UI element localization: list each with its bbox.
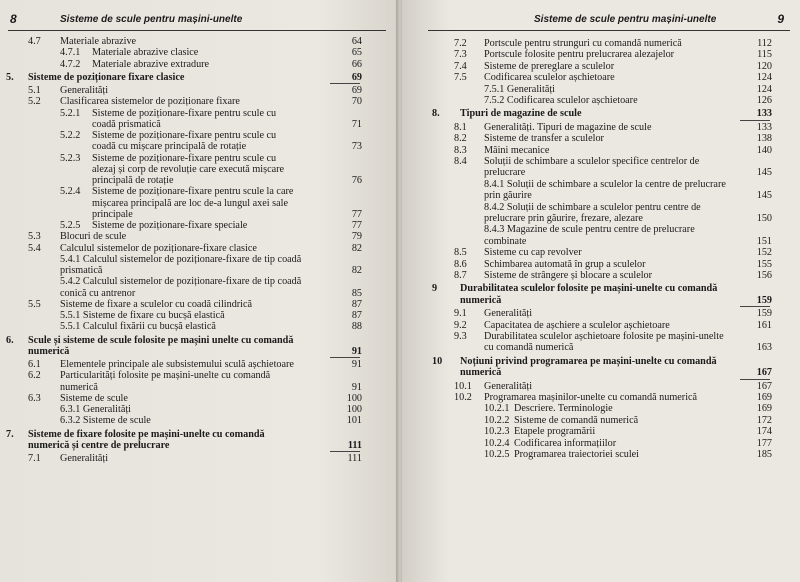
toc-page-number: 65 — [351, 47, 362, 59]
left-page-number: 8 — [10, 12, 17, 26]
toc-entry-title: prelucrare prin găurire, frezare, alezare — [484, 213, 643, 224]
toc-entry-number: 5.2 — [28, 96, 41, 108]
toc-entry-title: Sisteme de fixare folosite pe mașini-unelte cu comandă — [28, 428, 265, 440]
toc-entry-number: 9 — [432, 283, 438, 295]
toc-page-number: 76 — [351, 175, 362, 186]
toc-entry-title: Noțiuni privind programarea pe mașini-unelte cu comandă — [460, 355, 717, 367]
toc-page-number: 140 — [756, 144, 772, 156]
toc-entry-number: 5.2.5 — [60, 220, 81, 231]
toc-entry-title: 6.3.2 Sisteme de scule — [60, 415, 151, 427]
toc-entry-title: Scule și sisteme de scule folosite pe mașini unelte cu comandă — [28, 334, 294, 346]
toc-entry-number: 10.2.4 — [484, 437, 510, 449]
toc-entry-number: 10.2.3 — [484, 426, 510, 438]
toc-entry-title: 6.3.1 Generalități — [60, 404, 132, 415]
toc-page-number: 145 — [756, 190, 772, 202]
toc-entry-title: 5.4.1 Calculul sistemelor de poziționare-fixare de tip coadă — [60, 253, 302, 265]
left-page — [0, 0, 398, 582]
toc-entry-number: 7.4 — [454, 60, 467, 72]
toc-page-number: 177 — [756, 437, 772, 449]
toc-entry-number: 9.2 — [454, 319, 467, 331]
toc-entry-number: 7. — [6, 428, 14, 440]
toc-page-number: 85 — [351, 287, 362, 299]
toc-page-number: 111 — [347, 439, 362, 451]
toc-entry-number: 4.7 — [28, 36, 41, 47]
toc-entry-number: 8.3 — [454, 144, 467, 156]
toc-entry-title: Generalități — [484, 380, 533, 392]
toc-entry-title: Sisteme de prereglare a sculelor — [484, 60, 615, 72]
toc-entry-title: 7.5.2 Codificarea sculelor așchietoare — [484, 95, 638, 106]
toc-entry-number: 6.2 — [28, 370, 41, 382]
toc-entry-number: 5.2.1 — [60, 107, 81, 119]
toc-entry-number: 9.1 — [454, 308, 467, 320]
toc-entry-title: conică cu antrenor — [60, 287, 136, 299]
toc-entry-number: 5.2.2 — [60, 130, 81, 141]
toc-entry-title: Portscule folosite pentru prelucrarea alezajelor — [484, 49, 675, 61]
toc-entry-title: Sisteme de fixare a sculelor cu coadă cilindrică — [60, 298, 253, 310]
toc-entry-title: numerică și centre de prelucrare — [28, 439, 170, 451]
toc-entry-title: Durabilitatea sculelor așchietoare folosite pe mașini-unelte — [484, 331, 724, 342]
toc-page-number: 87 — [351, 298, 362, 310]
right-page-number: 9 — [777, 12, 784, 26]
toc-page-number: 133 — [756, 121, 772, 133]
toc-entry-title: numerică — [460, 367, 502, 379]
toc-entry-title: Programarea mașinilor-unelte cu comandă numerică — [484, 392, 698, 403]
toc-entry-title: Sisteme de poziționare fixare clasice — [28, 71, 185, 83]
toc-page-number: 66 — [351, 58, 362, 70]
toc-entry-title: Sisteme de poziționare-fixare pentru scule cu — [92, 130, 277, 141]
toc-entry-number: 9.3 — [454, 331, 467, 342]
toc-entry-title: numerică — [28, 345, 70, 357]
toc-entry-title: 8.4.3 Magazine de scule pentru centre de prelucrare — [484, 224, 695, 236]
toc-entry-title: Generalități — [60, 453, 109, 464]
toc-page-number: 112 — [757, 38, 772, 49]
toc-page-number: 87 — [351, 310, 362, 321]
toc-entry-title: principale — [92, 208, 133, 220]
toc-page-number: 82 — [351, 242, 362, 254]
toc-entry-title: coadă prismatică — [92, 118, 161, 130]
toc-entry-title: prelucrare — [484, 167, 526, 179]
toc-page-number: 172 — [756, 414, 772, 426]
toc-entry-number: 5.4 — [28, 242, 41, 254]
left-running-header — [8, 12, 386, 31]
toc-entry-number: 5.3 — [28, 231, 41, 243]
toc-page-number: 156 — [756, 270, 772, 281]
toc-page-number: 69 — [351, 85, 362, 96]
toc-entry-title: Materiale abrazive — [60, 36, 137, 47]
toc-entry-title: numerică — [60, 381, 98, 393]
toc-entry-title: Elementele principale ale subsistemului sculă așchietoare — [60, 359, 294, 370]
toc-chapter-rule — [740, 120, 770, 121]
toc-page-number: 120 — [756, 60, 772, 72]
toc-page-number: 163 — [756, 342, 772, 354]
toc-page-number: 150 — [756, 213, 772, 224]
toc-entry-number: 5.2.3 — [60, 152, 81, 164]
toc-page-number: 124 — [756, 72, 772, 84]
toc-entry-number: 5.5 — [28, 298, 41, 310]
toc-entry-number: 7.3 — [454, 49, 467, 61]
toc-entry-title: numerică — [460, 294, 502, 306]
toc-page-number: 69 — [351, 71, 362, 83]
toc-entry-title: Sisteme cu cap revolver — [484, 247, 582, 259]
toc-entry-title: Sisteme de poziționare-fixare pentru scule cu — [92, 107, 277, 119]
right-running-title: Sisteme de scule pentru mașini-unelte — [534, 14, 717, 25]
toc-entry-title: prin găurire — [484, 190, 532, 202]
toc-page-number: 126 — [756, 95, 772, 106]
toc-entry-title: Sisteme de strângere și blocare a sculelor — [484, 270, 653, 281]
toc-entry-title: 8.4.1 Soluții de schimbare a sculelor la centre de prelucrare — [484, 178, 726, 190]
toc-entry-number: 4.7.1 — [60, 47, 81, 59]
toc-entry-title: Blocuri de scule — [60, 231, 127, 243]
toc-entry-title: Capacitatea de așchiere a sculelor așchietoare — [484, 319, 670, 331]
toc-entry-title: alezaj și corp de revoluție care execută mișcare — [92, 163, 285, 175]
toc-page-number: 124 — [756, 83, 772, 95]
toc-page-number: 167 — [756, 367, 772, 379]
toc-entry-number: 8.4 — [454, 156, 467, 167]
toc-page-number: 88 — [351, 321, 362, 333]
toc-page-number: 185 — [756, 449, 772, 460]
toc-page-number: 155 — [756, 258, 772, 270]
toc-entry-title: Sisteme de comandă numerică — [514, 414, 639, 426]
toc-page-number: 159 — [756, 308, 772, 320]
toc-page-number: 169 — [756, 403, 772, 415]
toc-entry-title: Etapele programării — [514, 426, 596, 438]
toc-entry-title: Sisteme de poziționare-fixare pentru scule la care — [92, 186, 294, 198]
toc-entry-title: Generalități. Tipuri de magazine de scule — [484, 121, 652, 133]
toc-entry-number: 10.2.1 — [484, 403, 510, 415]
toc-entry-number: 8.6 — [454, 258, 467, 270]
toc-entry-title: Sisteme de poziționare-fixare speciale — [92, 220, 248, 231]
toc-entry-number: 7.5 — [454, 72, 467, 84]
toc-page-number: 77 — [351, 208, 362, 220]
toc-page-number: 151 — [756, 235, 772, 247]
toc-entry-title: Codificarea sculelor așchietoare — [484, 72, 615, 84]
toc-entry-title: Calculul sistemelor de poziționare-fixare clasice — [60, 242, 257, 254]
toc-entry-title: Generalități — [484, 308, 533, 320]
toc-entry-number: 10.1 — [454, 380, 472, 392]
toc-entry-number: 10.2.5 — [484, 449, 510, 460]
toc-page-number: 115 — [757, 49, 772, 61]
toc-entry-number: 10.2.2 — [484, 414, 510, 426]
toc-page-number: 82 — [351, 265, 362, 276]
toc-page-number: 79 — [351, 231, 362, 243]
toc-page-number: 159 — [756, 294, 772, 306]
toc-entry-number: 10.2 — [454, 392, 472, 403]
toc-entry-number: 4.7.2 — [60, 58, 81, 70]
toc-entry-number: 5. — [6, 71, 14, 83]
toc-entry-number: 8.5 — [454, 247, 467, 259]
toc-page-number: 145 — [756, 167, 772, 179]
right-page — [402, 0, 800, 582]
left-running-title: Sisteme de scule pentru mașini-unelte — [60, 14, 243, 25]
toc-entry-number: 8.7 — [454, 270, 467, 281]
toc-entry-title: Materiale abrazive extradure — [92, 58, 210, 70]
toc-entry-number: 10 — [432, 355, 443, 367]
toc-page-number: 174 — [756, 426, 772, 438]
toc-entry-title: mișcarea principală are loc de-a lungul axei sale — [92, 197, 289, 209]
toc-page-number: 100 — [346, 392, 362, 404]
toc-page-number: 133 — [756, 108, 772, 120]
toc-entry-title: coadă cu mișcare principală de rotație — [92, 141, 247, 153]
toc-entry-title: 8.4.2 Soluții de schimbare a sculelor pentru centre de — [484, 201, 701, 213]
toc-entry-title: Sisteme de transfer a sculelor — [484, 133, 604, 145]
toc-entry-title: 7.5.1 Generalități — [484, 83, 556, 95]
toc-page-number: 167 — [756, 380, 772, 392]
toc-chapter-rule — [330, 83, 360, 84]
toc-chapter-rule — [740, 379, 770, 380]
toc-entry-title: prismatică — [60, 265, 103, 276]
toc-entry-number: 8.2 — [454, 133, 467, 145]
toc-entry-title: cu comandă numerică — [484, 342, 574, 354]
toc-entry-title: Schimbarea automată în grup a sculelor — [484, 258, 646, 270]
toc-page-number: 73 — [351, 141, 362, 153]
toc-entry-number: 6. — [6, 334, 14, 346]
toc-entry-number: 7.2 — [454, 38, 467, 49]
toc-entry-title: Sisteme de scule — [60, 392, 128, 404]
toc-chapter-rule — [330, 357, 360, 358]
toc-page-number: 64 — [351, 36, 362, 47]
toc-page-number: 91 — [351, 345, 362, 357]
toc-entry-title: Soluții de schimbare a sculelor specifice centrelor de — [484, 156, 700, 167]
toc-entry-number: 6.1 — [28, 359, 41, 370]
toc-entry-title: Descriere. Terminologie — [514, 403, 613, 415]
toc-entry-title: Particularități folosite pe mașini-unelte cu comandă — [60, 370, 271, 382]
toc-entry-number: 5.2.4 — [60, 186, 81, 198]
toc-page-number: 91 — [351, 359, 362, 370]
toc-entry-title: combinate — [484, 235, 527, 247]
toc-entry-title: Materiale abrazive clasice — [92, 47, 199, 59]
toc-entry-number: 8. — [432, 108, 440, 120]
toc-entry-title: Clasificarea sistemelor de poziționare fixare — [60, 96, 240, 108]
toc-entry-title: Sisteme de poziționare-fixare pentru scule cu — [92, 152, 277, 164]
toc-page-number: 70 — [351, 96, 362, 108]
toc-entry-title: Programarea traiectoriei sculei — [514, 449, 640, 460]
toc-page-number: 111 — [347, 453, 362, 464]
toc-page-number: 100 — [346, 404, 362, 415]
right-running-header — [428, 12, 790, 31]
toc-entry-title: Durabilitatea sculelor folosite pe mașini-unelte cu comandă — [460, 283, 718, 295]
toc-entry-title: principală de rotație — [92, 175, 174, 186]
toc-entry-title: Generalități — [60, 85, 109, 96]
toc-chapter-rule — [330, 451, 360, 452]
toc-page-number: 71 — [351, 118, 362, 130]
toc-page-number: 77 — [351, 220, 362, 231]
toc-entry-number: 8.1 — [454, 121, 467, 133]
toc-page-number: 91 — [351, 381, 362, 393]
toc-entry-number: 5.1 — [28, 85, 41, 96]
toc-entry-title: Codificarea informațiilor — [514, 437, 617, 449]
toc-entry-title: Mâini mecanice — [484, 144, 550, 156]
toc-page-number: 138 — [756, 133, 772, 145]
toc-entry-title: 5.5.1 Sisteme de fixare cu bucșă elastică — [60, 310, 225, 321]
toc-entry-title: 5.4.2 Calculul sistemelor de poziționare-fixare de tip coadă — [60, 276, 302, 288]
toc-chapter-rule — [740, 306, 770, 307]
toc-entry-number: 7.1 — [28, 453, 41, 464]
toc-entry-number: 6.3 — [28, 392, 41, 404]
toc-entry-title: Tipuri de magazine de scule — [460, 108, 582, 120]
toc-page-number: 152 — [756, 247, 772, 259]
toc-page-number: 169 — [756, 392, 772, 403]
toc-page-number: 101 — [346, 415, 362, 427]
toc-entry-title: 5.5.1 Calculul fixării cu bucșă elastică — [60, 321, 216, 333]
toc-entry-title: Portscule pentru strunguri cu comandă numerică — [484, 38, 682, 49]
toc-page-number: 161 — [756, 319, 772, 331]
